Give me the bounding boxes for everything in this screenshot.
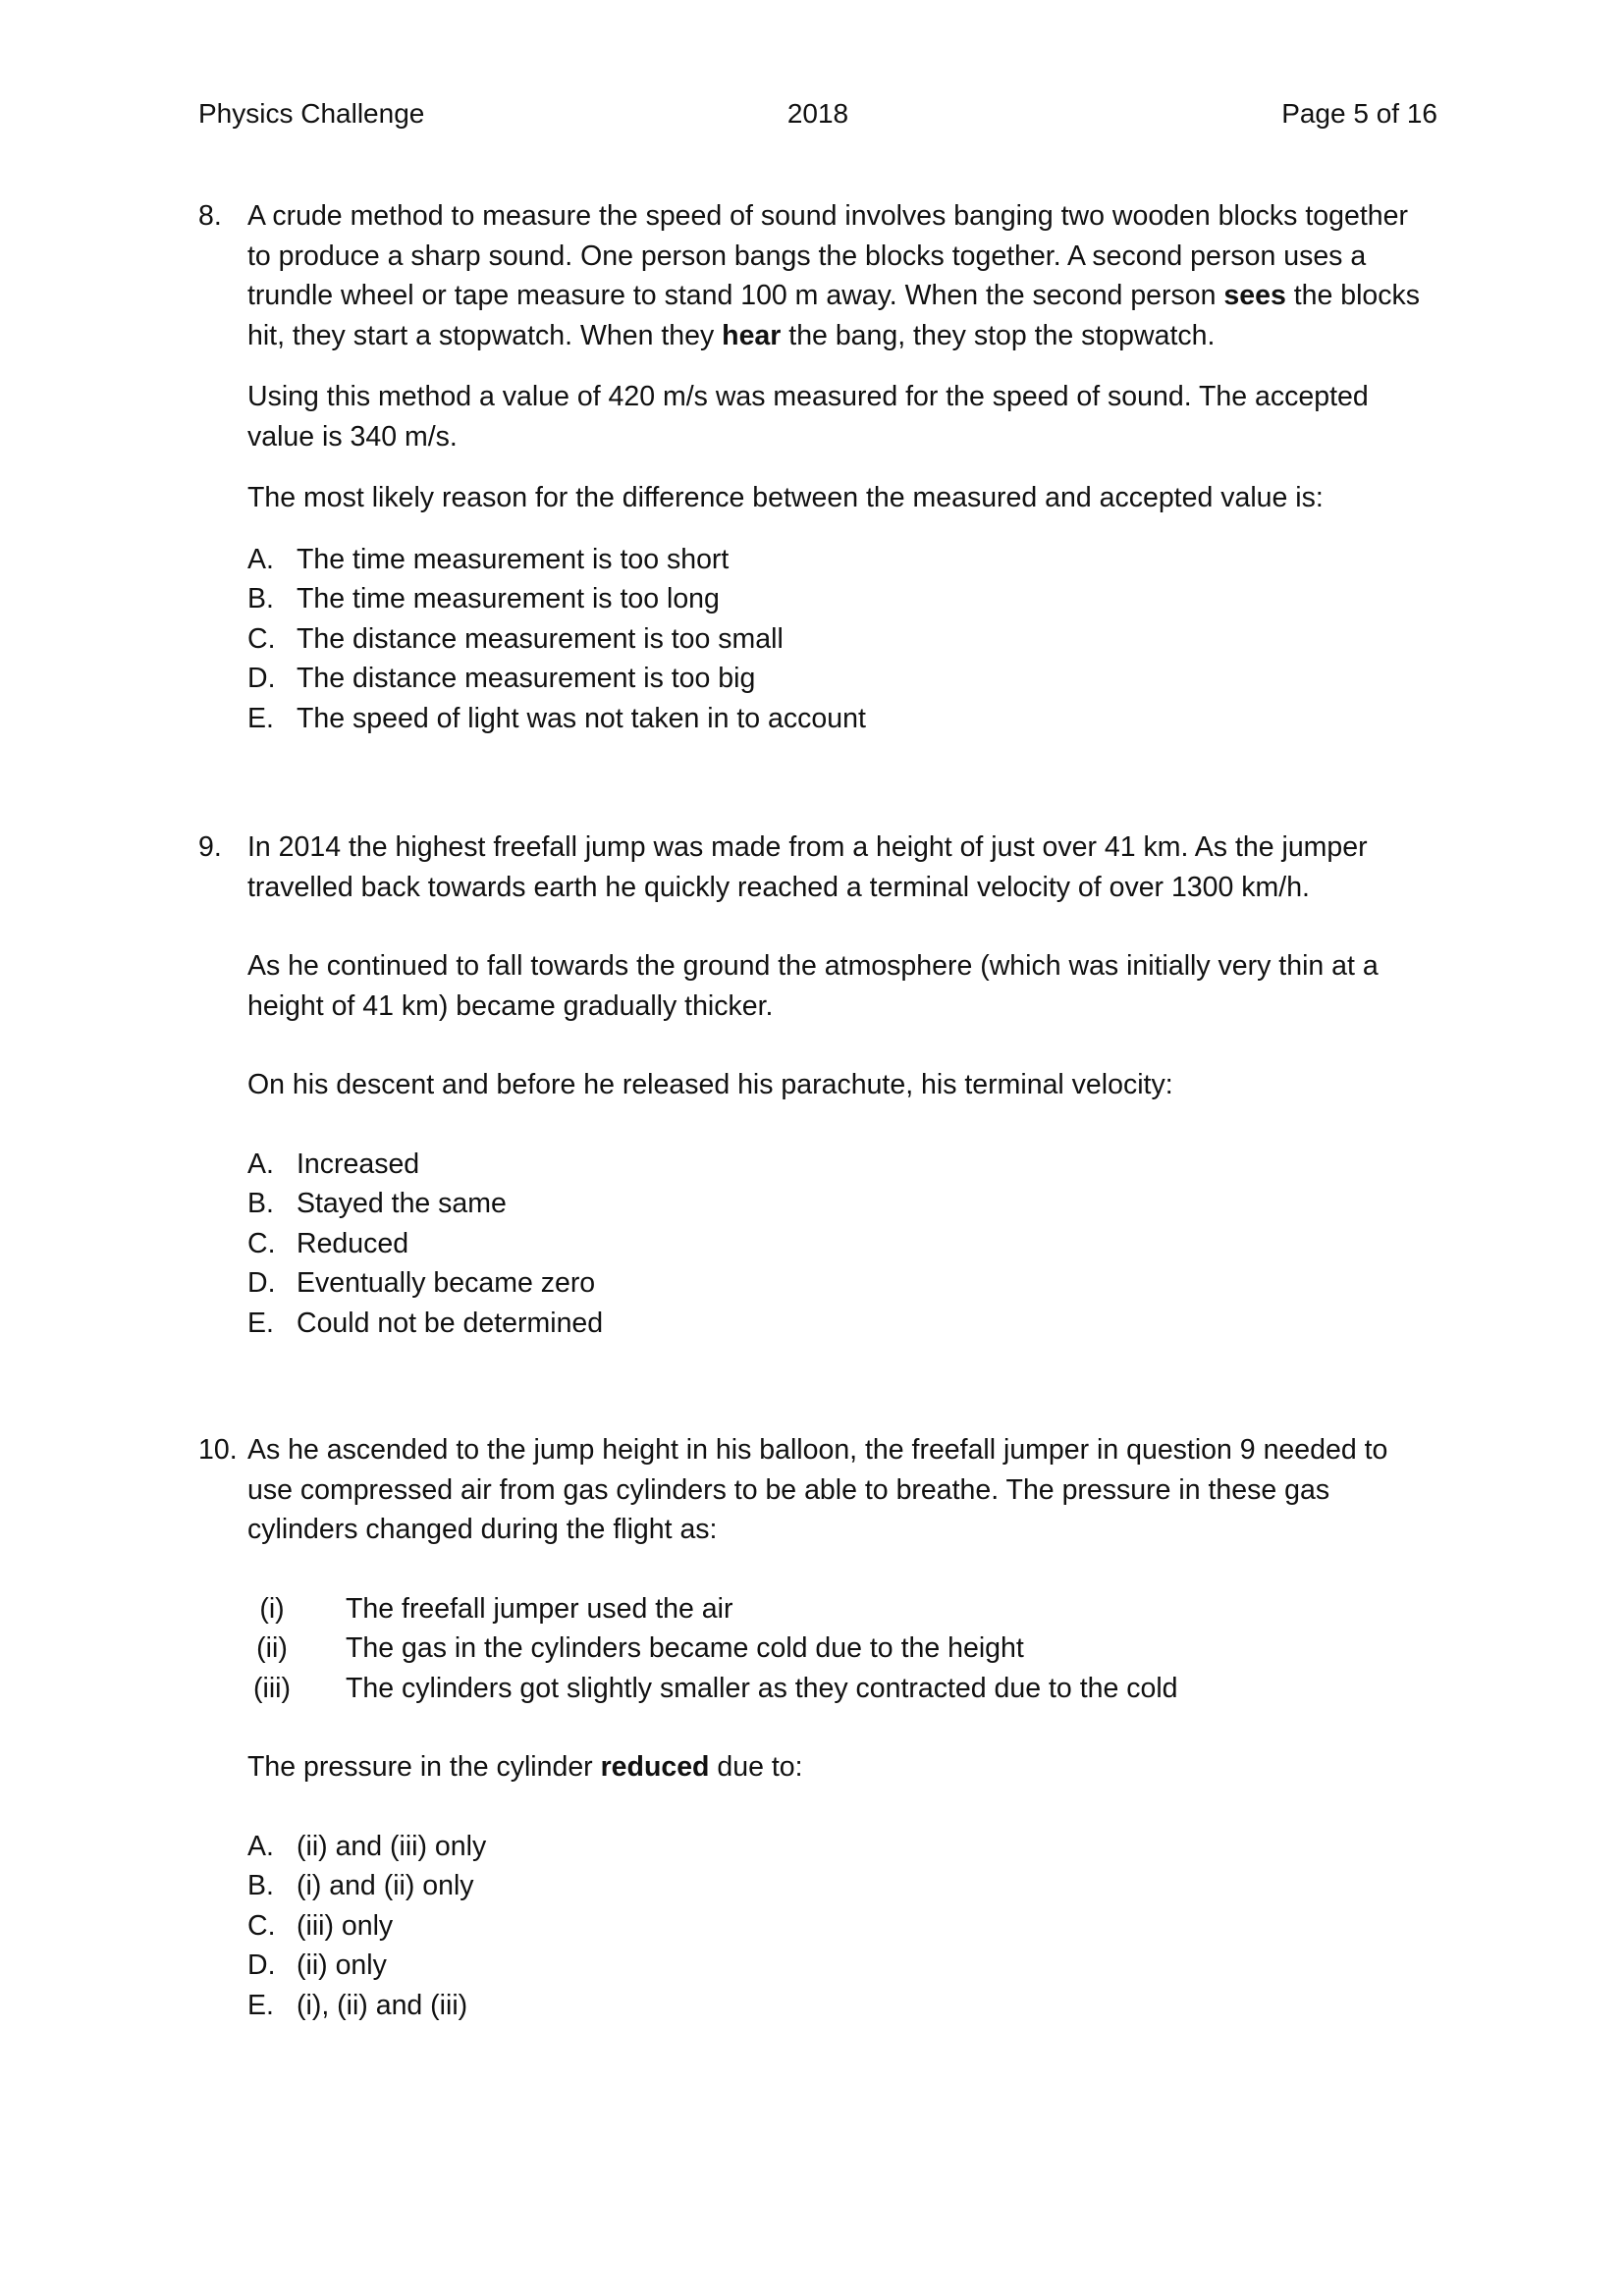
option-letter: A. — [247, 543, 274, 575]
emphasis: sees — [1223, 280, 1286, 311]
question-prompt: The pressure in the cylinder reduced due to: — [247, 1751, 803, 1783]
statement-label: (ii) — [256, 1632, 288, 1664]
statement-list — [247, 1589, 1437, 1709]
answer-option[interactable] — [247, 1866, 1437, 1906]
question-body — [247, 196, 1437, 738]
option-letter: D. — [247, 1267, 276, 1299]
option-text: The time measurement is too long — [297, 583, 720, 614]
option-letter: B. — [247, 1188, 274, 1219]
answer-option[interactable] — [247, 659, 1437, 699]
option-letter: A. — [247, 1148, 274, 1180]
statement-text: The freefall jumper used the air — [346, 1592, 733, 1625]
question-number: 9. — [198, 831, 222, 863]
answer-option[interactable] — [247, 1224, 1437, 1264]
answer-option[interactable] — [247, 1946, 1437, 1986]
option-text: Reduced — [297, 1227, 409, 1259]
option-letter: B. — [247, 1870, 274, 1901]
question-prompt: On his descent and before he released his parachute, his terminal velocity: — [247, 1069, 1173, 1100]
header-page-number: Page 5 of 16 — [1281, 98, 1437, 129]
option-letter: C. — [247, 1909, 276, 1942]
answer-option[interactable] — [247, 1184, 1437, 1224]
answer-options — [247, 1827, 1437, 2026]
question-paragraph: As he continued to fall towards the ground the atmosphere (which was initially very thin at a height of 41 km) became gradually thicker. — [247, 950, 1379, 1022]
question-paragraph: Using this method a value of 420 m/s was measured for the speed of sound. The accepted value is 340 m/s. — [247, 381, 1369, 453]
option-letter: E. — [247, 1989, 274, 2021]
answer-option[interactable] — [247, 619, 1437, 660]
emphasis: reduced — [600, 1751, 710, 1783]
option-letter: D. — [247, 663, 276, 694]
option-text: (i), (ii) and (iii) — [297, 1989, 468, 2021]
question-prompt: The most likely reason for the difference between the measured and accepted value is: — [247, 482, 1324, 513]
option-text: The time measurement is too short — [297, 543, 730, 575]
option-text: Eventually became zero — [297, 1267, 596, 1299]
answer-option[interactable] — [247, 1304, 1437, 1344]
statement — [247, 1589, 1437, 1629]
answer-options — [247, 1145, 1437, 1344]
answer-option[interactable] — [247, 1986, 1437, 2026]
option-text: Stayed the same — [297, 1188, 507, 1219]
header-year: 2018 — [786, 98, 849, 129]
option-text: (ii) and (iii) only — [297, 1830, 487, 1862]
option-letter: A. — [247, 1830, 274, 1862]
option-letter: C. — [247, 1227, 276, 1259]
answer-option[interactable] — [247, 1145, 1437, 1185]
option-text: Increased — [297, 1148, 420, 1180]
option-letter: B. — [247, 583, 274, 614]
answer-option[interactable] — [247, 579, 1437, 619]
answer-option[interactable] — [247, 540, 1437, 580]
answer-option[interactable] — [247, 699, 1437, 739]
statement — [247, 1629, 1437, 1669]
emphasis: hear — [722, 319, 782, 351]
question-paragraph: In 2014 the highest freefall jump was made from a height of just over 41 km. As the jumper travelled back towards earth he quickly reached a terminal velocity of over 1300 km/h. — [247, 831, 1368, 903]
header-title: Physics Challenge — [198, 98, 425, 129]
question-paragraph: A crude method to measure the speed of sound involves banging two wooden blocks together to produce a sharp sound. One person bangs the blocks together. A second person uses a trundle wheel or tape measure to stand 100 m away. When the second person sees the blocks hit, they start a stopwatch. When they hear the bang, they stop the stopwatch. — [247, 200, 1421, 351]
statement-text: The cylinders got slightly smaller as they contracted due to the cold — [346, 1672, 1178, 1704]
statement-label: (iii) — [253, 1672, 291, 1704]
option-text: The speed of light was not taken in to account — [297, 702, 866, 734]
option-text: Could not be determined — [297, 1307, 604, 1339]
option-letter: E. — [247, 702, 274, 734]
answer-option[interactable] — [247, 1906, 1437, 1947]
option-text: (iii) only — [297, 1909, 394, 1942]
option-letter: E. — [247, 1307, 274, 1339]
statement-label: (i) — [259, 1592, 285, 1625]
statement-text: The gas in the cylinders became cold due to the height — [346, 1632, 1024, 1664]
option-letter: D. — [247, 1949, 276, 1981]
statement — [247, 1669, 1437, 1709]
question-paragraph: As he ascended to the jump height in his balloon, the freefall jumper in question 9 needed to use compressed air from gas cylinders to be able to breathe. The pressure in these gas cylinders changed during the flight as: — [247, 1434, 1388, 1545]
question-number: 8. — [198, 200, 222, 232]
answer-option[interactable] — [247, 1263, 1437, 1304]
question-body — [247, 1430, 1437, 2025]
option-letter: C. — [247, 622, 276, 655]
option-text: The distance measurement is too big — [297, 663, 756, 694]
page-header — [198, 98, 1437, 137]
option-text: (ii) only — [297, 1949, 387, 1981]
question-body — [247, 828, 1437, 1343]
question-number: 10. — [198, 1434, 238, 1466]
answer-options — [247, 540, 1437, 739]
option-text: (i) and (ii) only — [297, 1870, 474, 1901]
option-text: The distance measurement is too small — [297, 622, 784, 655]
answer-option[interactable] — [247, 1827, 1437, 1867]
